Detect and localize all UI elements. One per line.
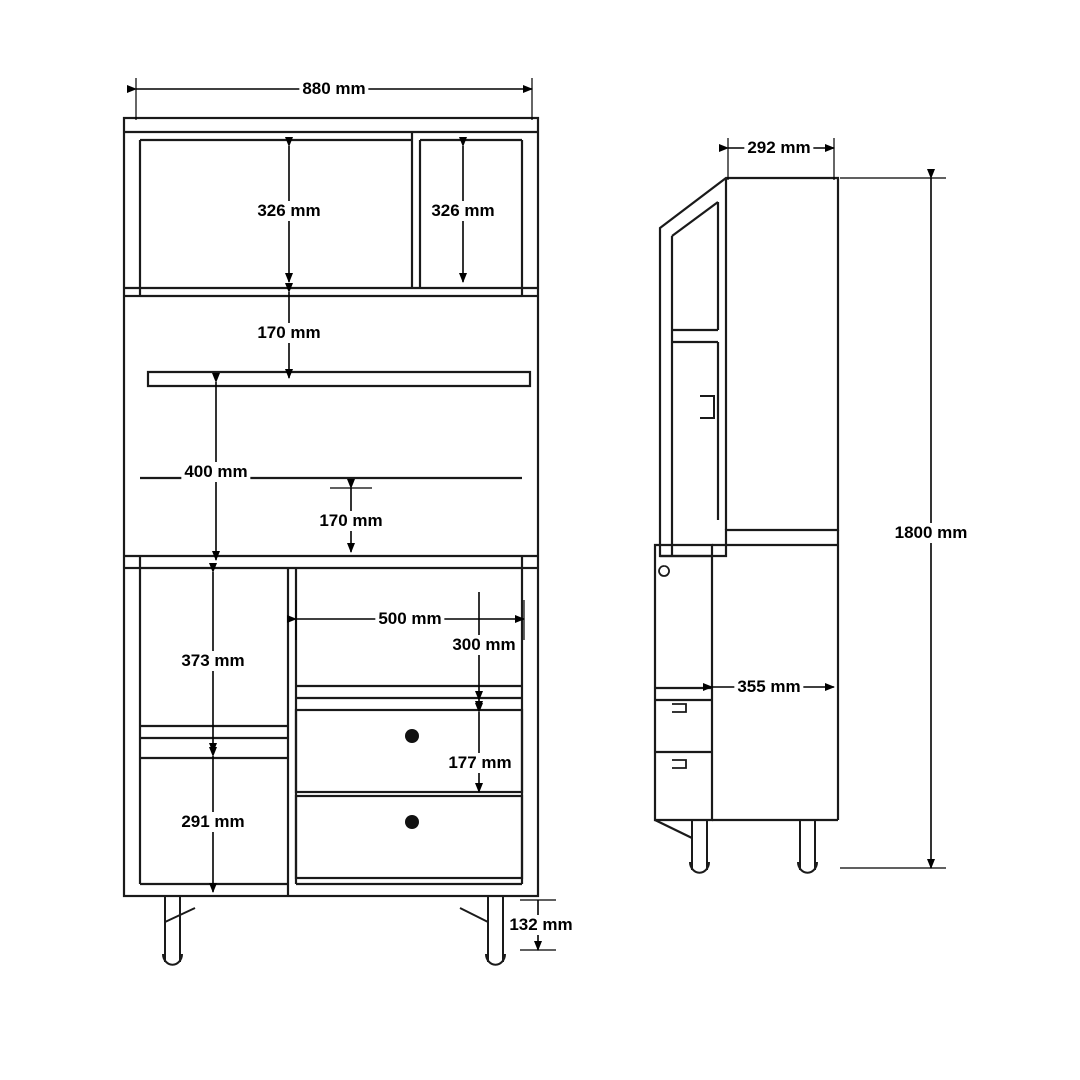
dim-mid-shelf-gap-height: 170 mm bbox=[254, 323, 323, 343]
dim-upper-left-shelf-height: 326 mm bbox=[254, 201, 323, 221]
dim-upper-right-shelf-height: 326 mm bbox=[428, 201, 497, 221]
dim-drawer-section-height: 300 mm bbox=[449, 635, 518, 655]
dim-left-compartment-height: 373 mm bbox=[178, 651, 247, 671]
dim-lower-shelf-gap-height: 170 mm bbox=[316, 511, 385, 531]
dim-leg-height: 132 mm bbox=[506, 915, 575, 935]
dim-overall-depth: 292 mm bbox=[744, 138, 813, 158]
dim-open-shelf-height: 400 mm bbox=[181, 462, 250, 482]
dim-drawer-block-width: 500 mm bbox=[375, 609, 444, 629]
dim-overall-height: 1800 mm bbox=[892, 523, 971, 543]
dim-drawer-height: 177 mm bbox=[445, 753, 514, 773]
side-view-cabinet bbox=[655, 178, 838, 873]
dim-lower-cabinet-depth: 355 mm bbox=[734, 677, 803, 697]
front-view-cabinet bbox=[124, 118, 538, 965]
dim-left-lower-compartment: 291 mm bbox=[178, 812, 247, 832]
dim-overall-width: 880 mm bbox=[299, 79, 368, 99]
